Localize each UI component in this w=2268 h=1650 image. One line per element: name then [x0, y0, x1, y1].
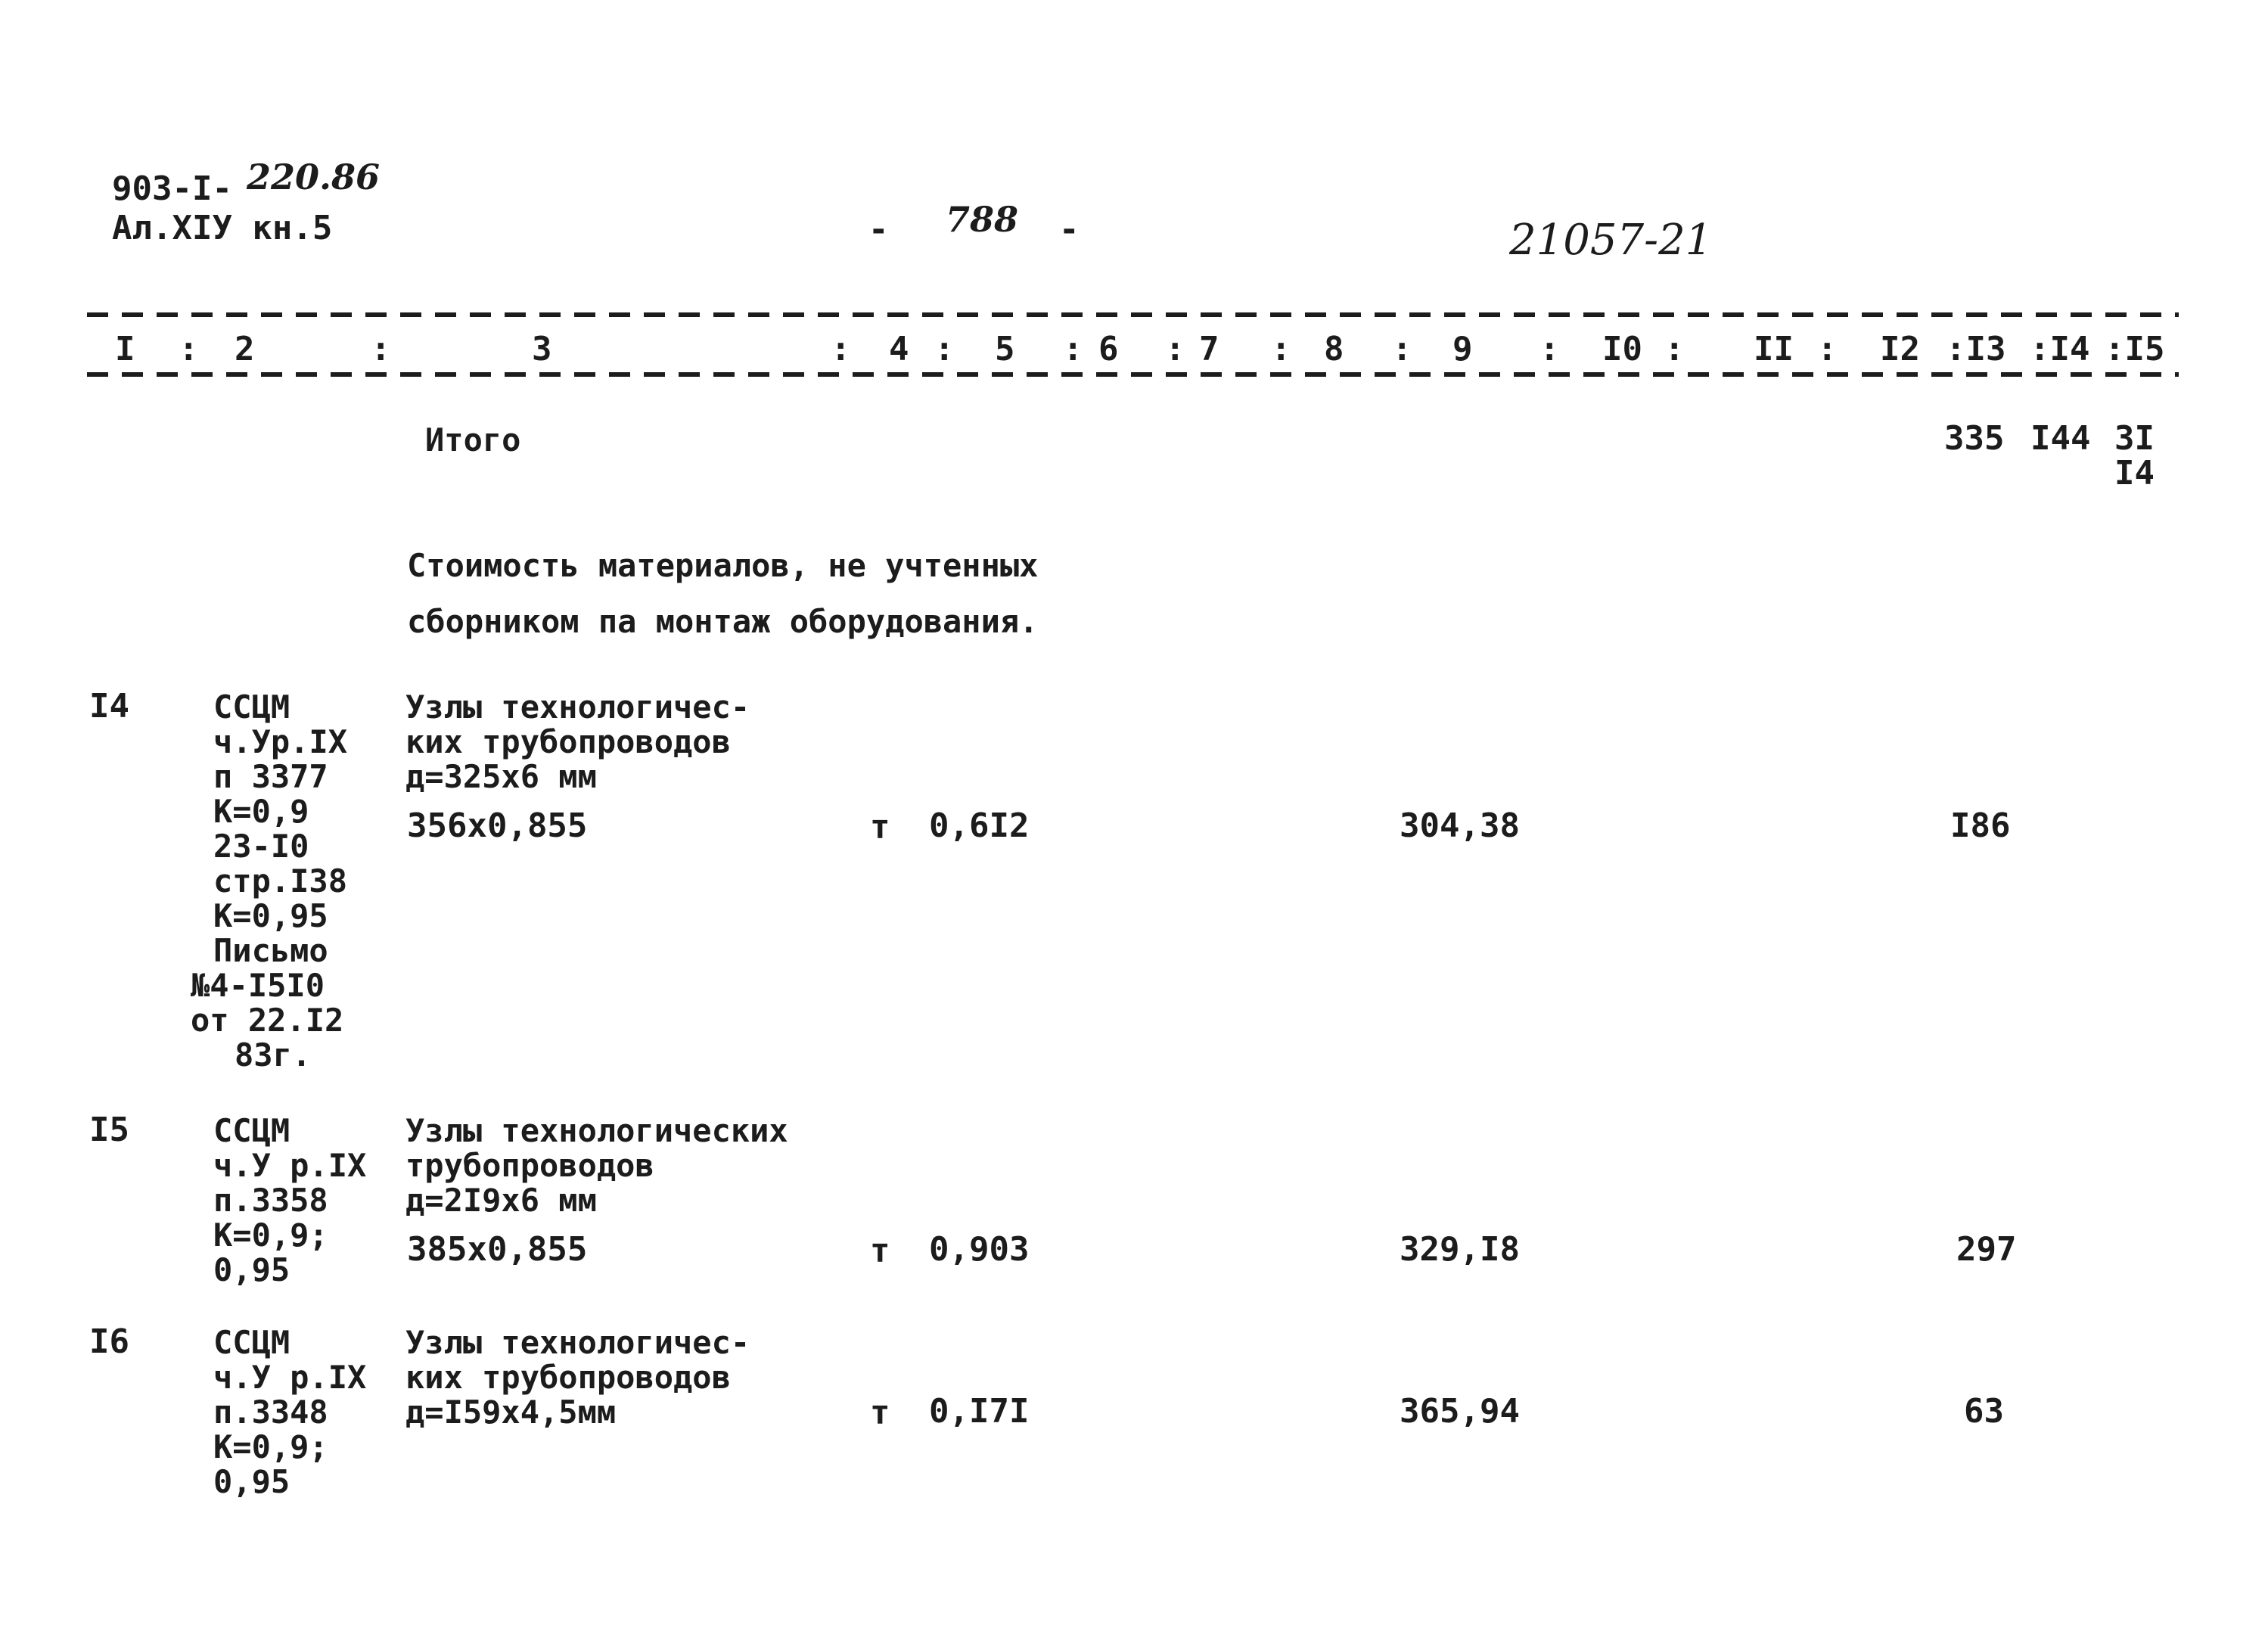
reference-line: 23-I0 — [213, 828, 309, 865]
reference-line: Письмо — [213, 932, 328, 969]
reference-line: ч.Ур.IX — [213, 723, 348, 760]
col-header-12: I2 — [1880, 330, 1920, 368]
col-header-2: 2 — [235, 330, 255, 368]
col-separator: : — [1063, 330, 1083, 368]
reference-line: 0,95 — [213, 1251, 290, 1288]
col-separator: : — [1817, 330, 1838, 368]
price-calculation: 356х0,855 — [407, 806, 588, 845]
reference-line: от 22.I2 — [191, 1002, 344, 1039]
reference-line: ч.У р.IX — [213, 1147, 367, 1184]
total-col13: 335 — [1944, 419, 2005, 458]
section-heading-line2: сборником па монтаж оборудования. — [407, 603, 1039, 640]
description-line: Узлы технологических — [405, 1112, 788, 1149]
description-line: ких трубопроводов — [405, 723, 731, 760]
col-separator: : — [1392, 330, 1412, 368]
reference-line: ССЦМ — [213, 1112, 290, 1149]
row-total: 297 — [1956, 1230, 2017, 1269]
row-number: I4 — [89, 687, 129, 726]
col-header-14: :I4 — [2030, 330, 2090, 368]
col-header-3: 3 — [532, 330, 552, 368]
col-header-6: 6 — [1098, 330, 1119, 368]
reference-line: ССЦМ — [213, 688, 290, 726]
page-dash-left: - — [868, 210, 889, 249]
col-separator: : — [934, 330, 955, 368]
col-separator: : — [371, 330, 391, 368]
reference-line: п.3358 — [213, 1182, 328, 1219]
col-separator: : — [179, 330, 199, 368]
section-heading-line1: Стоимость материалов, не учтенных — [407, 547, 1039, 584]
unit: т — [870, 1394, 890, 1432]
total-col14: I44 — [2030, 419, 2091, 458]
col-header-13: :I3 — [1946, 330, 2006, 368]
page-dash-right: - — [1059, 210, 1080, 249]
total-col15-line2: I4 — [2114, 454, 2155, 493]
description-line: д=325х6 мм — [405, 758, 597, 795]
doc-code-handwritten: 21057-21 — [1509, 216, 1713, 265]
reference-line: п.3348 — [213, 1394, 328, 1431]
reference-line: 0,95 — [213, 1463, 290, 1500]
col-header-11: II — [1754, 330, 1794, 368]
reference-line: №4-I5I0 — [191, 967, 325, 1004]
row-number: I5 — [89, 1111, 129, 1149]
doc-number-prefix: 903-I- — [112, 169, 232, 208]
row-description — [405, 1325, 750, 1430]
quantity: 0,6I2 — [929, 806, 1030, 845]
col-separator: : — [1165, 330, 1185, 368]
reference-line: К=0,95 — [213, 897, 328, 934]
total-col15-line1: 3I — [2114, 419, 2155, 458]
col-separator: : — [1664, 330, 1685, 368]
reference-line: стр.I38 — [213, 862, 348, 900]
unit: т — [870, 808, 890, 847]
row-total: 63 — [1964, 1392, 2004, 1431]
row-description — [405, 690, 750, 794]
col-header-5: 5 — [995, 330, 1015, 368]
description-line: Узлы технологичес- — [405, 688, 750, 726]
reference-line: 83г. — [235, 1036, 312, 1074]
col-header-4: 4 — [889, 330, 909, 368]
quantity: 0,903 — [929, 1230, 1030, 1269]
reference-line: К=0,9; — [213, 1217, 328, 1254]
total-label: Итого — [425, 421, 521, 458]
row-reference — [191, 1114, 366, 1288]
description-line: Узлы технологичес- — [405, 1324, 750, 1361]
row-description — [405, 1114, 788, 1218]
col-header-10: I0 — [1602, 330, 1642, 368]
price-calculation: 385х0,855 — [407, 1230, 588, 1269]
col-separator: : — [1539, 330, 1560, 368]
col-separator: : — [1271, 330, 1291, 368]
row-reference — [191, 1325, 366, 1499]
unit: т — [870, 1232, 890, 1270]
col-header-7: 7 — [1199, 330, 1219, 368]
album-book-label: Ал.XIУ кн.5 — [112, 209, 333, 247]
reference-line: К=0,9 — [213, 793, 309, 830]
header-dash-top — [87, 312, 2179, 317]
reference-line: ч.У р.IX — [213, 1359, 367, 1396]
header-dash-bottom — [87, 372, 2179, 377]
page-number: 788 — [946, 199, 1019, 240]
row-reference — [191, 690, 347, 1073]
col-header-8: 8 — [1324, 330, 1344, 368]
col-separator: : — [831, 330, 851, 368]
quantity: 0,I7I — [929, 1392, 1030, 1431]
reference-line: К=0,9; — [213, 1428, 328, 1465]
description-line: ких трубопроводов — [405, 1359, 731, 1396]
description-line: д=2I9х6 мм — [405, 1182, 597, 1219]
unit-price: 365,94 — [1400, 1392, 1520, 1431]
description-line: д=I59х4,5мм — [405, 1394, 617, 1431]
reference-line: п 3377 — [213, 758, 328, 795]
row-total: I86 — [1950, 806, 2011, 845]
doc-number-handwritten: 220.86 — [247, 157, 381, 197]
reference-line: ССЦМ — [213, 1324, 290, 1361]
row-number: I6 — [89, 1322, 129, 1361]
col-header-15: :I5 — [2105, 330, 2165, 368]
unit-price: 304,38 — [1400, 806, 1520, 845]
col-header-1: I — [115, 330, 135, 368]
col-header-9: 9 — [1452, 330, 1473, 368]
unit-price: 329,I8 — [1400, 1230, 1520, 1269]
description-line: трубопроводов — [405, 1147, 654, 1184]
